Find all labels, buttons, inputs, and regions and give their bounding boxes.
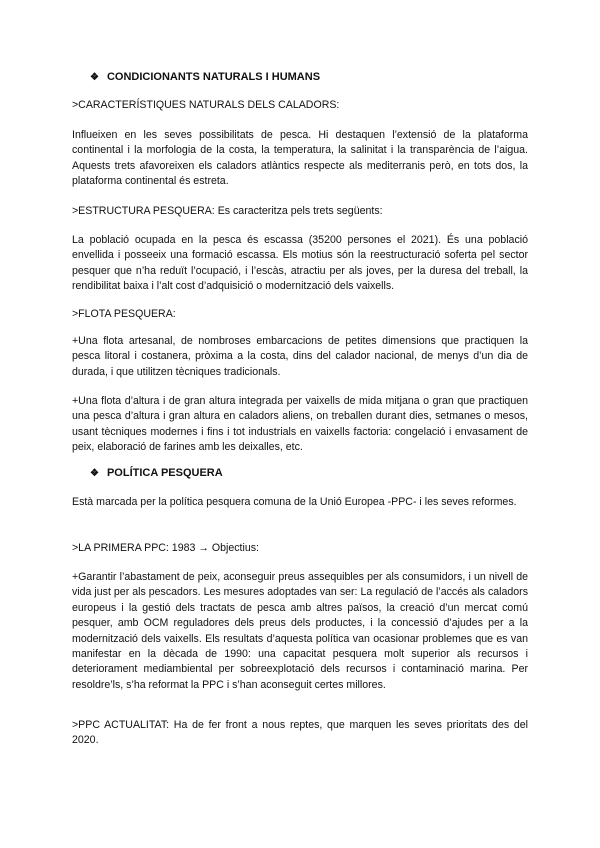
section-heading-text: CONDICIONANTS NATURALS I HUMANS <box>106 71 321 83</box>
section-heading-text: POLÍTICA PESQUERA <box>106 467 223 479</box>
subheading-primera-ppc: >LA PRIMERA PPC: 1983 → Objectius: <box>72 542 259 554</box>
paragraph-caracteristiques: Influeixen en les seves possibilitats de pesca. Hi destaquen l’extensió de la plataforma continental i la morfologia de la costa, la temperatura, la salinitat i la transparència de l’aigua. Aquests trets afavoreixen els caladors atlàntics respecte als mediterranis però, en tots dos, la plataforma continental és estreta. <box>72 129 528 188</box>
paragraph-primera-ppc: +Garantir l’abastament de peix, aconseguir preus assequibles per als consumidors, i un nivell de vida just per als pescadors. Les mesures adoptades van ser: La regulació de l’accés als caladors europeus i la gestió dels tractats de pesca amb altres països, la creació d’un mercat comú pesquer, amb OCM reguladores dels preus dels productes, i la concessió d’ajudes per a la modernització dels vaixells. Els resultats d’aquesta política van ocasionar problemes que es van manifestar en la dècada de 1990: una capacitat pesquera molt superior als recursos i deteriorament mediambiental per sobreexplotació dels recursos i contaminació marina. Per resoldre’ls, s’ha reformat la PPC i s’han aconseguit certes millores. <box>72 571 528 691</box>
paragraph-flota-altura: +Una flota d’altura i de gran altura integrada per vaixells de mida mitjana o gran que practiquen una pesca d’altura i gran altura en caladors aliens, on treballen durant dies, setmanes o mesos, usant tècniques modernes i fins i tot industrials en vaixells factoria: congelació i envasament de peix, elaboració de farines amb les deixalles, etc. <box>72 395 528 454</box>
diamond-bullet-icon: ❖ <box>90 71 99 83</box>
section-heading-condicionants <box>90 70 320 85</box>
section-heading-politica <box>90 466 223 481</box>
paragraph-flota-artesanal: +Una flota artesanal, de nombroses embarcacions de petites dimensions que practiquen la pesca litoral i costanera, pròxima a la costa, dins del calador nacional, de menys d’un dia de durada, i que utilitzen tècniques tradicionals. <box>72 335 528 378</box>
paragraph-ppc-actualitat: >PPC ACTUALITAT: Ha de fer front a nous reptes, que marquen les seves prioritats des del 2020. <box>72 719 528 747</box>
subheading-caracteristiques: >CARACTERÍSTIQUES NATURALS DELS CALADORS: <box>72 99 340 111</box>
diamond-bullet-icon: ❖ <box>90 467 99 479</box>
subheading-estructura: >ESTRUCTURA PESQUERA: Es caracteritza pels trets següents: <box>72 205 383 217</box>
paragraph-estructura: La població ocupada en la pesca és escassa (35200 persones el 2021). És una població envellida i posseeix una formació escassa. Els motius són la reestructuració soferta pel sector pesquer que n’ha reduït l’ocupació, i l’escàs, atractiu per als joves, per la duresa del treball, la rendibilitat baixa i l’alt cost d’adquisició o modernització dels vaixells. <box>72 234 528 293</box>
paragraph-politica: Està marcada per la política pesquera comuna de la Unió Europea -PPC- i les seves reformes. <box>72 496 517 508</box>
subheading-flota: >FLOTA PESQUERA: <box>72 308 176 320</box>
